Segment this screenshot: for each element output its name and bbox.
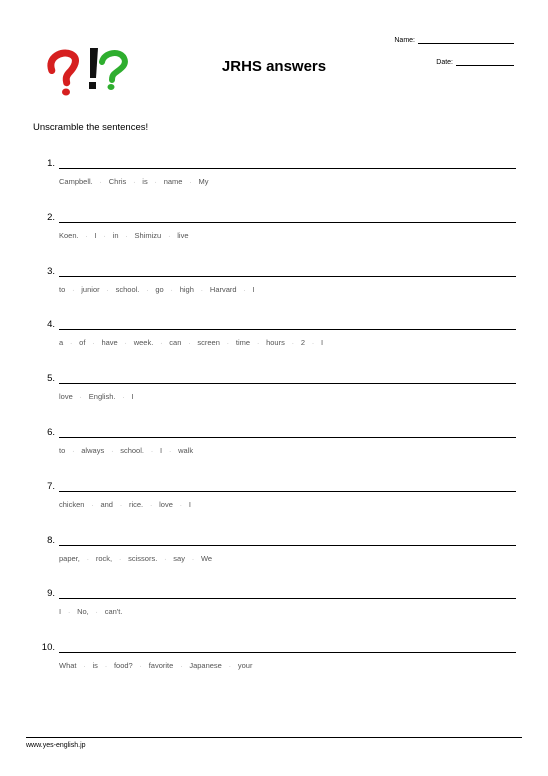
scrambled-word: love: [59, 392, 73, 402]
name-blank-line: [418, 43, 514, 44]
scrambled-word: walk: [178, 446, 194, 455]
scrambled-words: [59, 392, 134, 401]
question-item: [0, 212, 548, 252]
question-number: 9.: [47, 588, 55, 600]
question-item: [0, 427, 548, 467]
scrambled-word: always: [81, 446, 105, 455]
word-separator: ·: [179, 502, 182, 509]
question-number: 5.: [47, 373, 55, 385]
name-field[interactable]: [394, 37, 514, 44]
word-separator: ·: [103, 233, 106, 240]
word-separator: ·: [95, 610, 98, 617]
word-separator: ·: [169, 449, 172, 455]
scrambled-words: [59, 446, 193, 455]
word-separator: ·: [119, 502, 122, 509]
question-item: [0, 319, 548, 359]
word-separator: ·: [180, 664, 183, 671]
scrambled-word: I: [131, 392, 134, 402]
word-separator: ·: [79, 395, 82, 402]
scrambled-word: junior: [81, 284, 100, 294]
word-separator: ·: [154, 180, 157, 186]
scrambled-word: I: [94, 230, 97, 240]
word-separator: ·: [226, 341, 229, 348]
word-separator: ·: [191, 556, 194, 563]
question-item: [0, 158, 548, 198]
scrambled-word: What: [59, 661, 77, 671]
question-item: [0, 642, 548, 682]
question-number: 3.: [47, 265, 55, 277]
scrambled-word: paper,: [59, 553, 80, 563]
scrambled-word: We: [200, 553, 213, 563]
scrambled-word: live: [177, 230, 189, 240]
scrambled-word: is: [92, 661, 98, 671]
word-separator: ·: [83, 664, 86, 671]
scrambled-word: I: [159, 446, 163, 455]
word-separator: ·: [125, 233, 128, 240]
page-title: JRHS answers: [221, 58, 327, 75]
scrambled-word: school.: [120, 446, 144, 455]
word-separator: ·: [257, 341, 260, 348]
scrambled-word: Chris: [108, 177, 127, 186]
scrambled-word: your: [237, 661, 253, 671]
scrambled-word: scissors.: [128, 553, 158, 563]
scrambled-word: I: [252, 284, 255, 294]
scrambled-word: say: [173, 553, 185, 563]
answer-line[interactable]: [59, 437, 516, 438]
scrambled-word: favorite: [148, 661, 174, 671]
footer-url: www.yes-english.jp: [26, 742, 86, 749]
scrambled-word: hours: [266, 338, 285, 348]
word-separator: ·: [150, 502, 153, 509]
date-label: Date:: [436, 59, 453, 66]
scrambled-words: [59, 338, 323, 347]
scrambled-word: time: [235, 338, 251, 348]
word-separator: ·: [106, 287, 109, 294]
scrambled-word: and: [100, 499, 113, 509]
answer-line[interactable]: [59, 222, 516, 223]
answer-line[interactable]: [59, 491, 516, 492]
scrambled-word: No,: [77, 607, 89, 617]
question-item: [0, 266, 548, 306]
scrambled-words: [59, 661, 252, 670]
footer-divider: [26, 737, 522, 738]
scrambled-word: of: [79, 338, 86, 348]
scrambled-words: [59, 177, 208, 186]
scrambled-word: Campbell.: [59, 177, 93, 186]
word-separator: ·: [85, 233, 88, 240]
question-number: 2.: [47, 211, 55, 223]
question-item: [0, 373, 548, 413]
answer-line[interactable]: [59, 383, 516, 384]
question-item: [0, 588, 548, 628]
scrambled-word: to: [59, 446, 66, 455]
answer-line[interactable]: [59, 598, 516, 599]
word-separator: ·: [160, 341, 163, 348]
word-separator: ·: [200, 287, 203, 294]
word-separator: ·: [104, 664, 107, 671]
scrambled-word: 2: [300, 338, 306, 348]
scrambled-words: [59, 500, 191, 509]
scrambled-words: [59, 554, 212, 563]
answer-line[interactable]: [59, 652, 516, 653]
word-separator: ·: [164, 556, 167, 563]
name-label: Name:: [394, 37, 415, 44]
word-separator: ·: [70, 341, 73, 348]
word-separator: ·: [170, 287, 173, 294]
scrambled-word: screen: [197, 338, 220, 348]
word-separator: ·: [146, 287, 149, 294]
scrambled-words: [59, 607, 122, 616]
question-number: 10.: [41, 642, 55, 654]
scrambled-word: chicken: [59, 499, 85, 509]
word-separator: ·: [139, 664, 142, 671]
question-number: 7.: [47, 480, 55, 492]
scrambled-word: Koen.: [59, 230, 79, 240]
word-separator: ·: [243, 287, 246, 294]
answer-line[interactable]: [59, 545, 516, 546]
word-separator: ·: [111, 449, 114, 455]
word-separator: ·: [72, 287, 75, 294]
question-number: 1.: [47, 158, 55, 169]
scrambled-word: can: [169, 338, 182, 348]
scrambled-word: I: [188, 499, 191, 509]
answer-line[interactable]: [59, 168, 516, 169]
scrambled-word: Japanese: [189, 661, 222, 671]
scrambled-word: go: [155, 284, 164, 294]
word-separator: ·: [124, 341, 127, 348]
scrambled-word: school.: [115, 284, 140, 294]
scrambled-word: My: [198, 177, 209, 186]
word-separator: ·: [150, 449, 153, 455]
scrambled-word: food?: [113, 661, 133, 671]
scrambled-word: Harvard: [209, 284, 237, 294]
word-separator: ·: [312, 341, 315, 348]
word-separator: ·: [189, 180, 192, 186]
question-number: 8.: [47, 534, 55, 546]
answer-line[interactable]: [59, 329, 516, 330]
word-separator: ·: [119, 556, 122, 563]
scrambled-word: Shimizu: [134, 230, 162, 240]
question-item: [0, 481, 548, 521]
scrambled-word: can't.: [104, 607, 123, 617]
scrambled-word: is: [142, 177, 148, 186]
scrambled-word: to: [59, 284, 66, 294]
scrambled-word: week.: [133, 338, 154, 348]
instructions: Unscramble the sentences!: [33, 122, 149, 133]
scrambled-word: name: [163, 177, 183, 186]
word-separator: ·: [133, 180, 136, 186]
scrambled-word: high: [179, 284, 194, 294]
date-blank-line: [456, 65, 514, 66]
word-separator: ·: [68, 610, 71, 617]
scrambled-word: I: [59, 607, 62, 617]
scrambled-word: rice.: [128, 499, 144, 509]
word-separator: ·: [99, 180, 102, 186]
scrambled-words: [59, 231, 189, 240]
word-separator: ·: [168, 233, 171, 240]
scrambled-words: [59, 285, 255, 294]
question-number: 4.: [47, 319, 55, 331]
scrambled-word: English.: [88, 392, 116, 402]
scrambled-word: rock,: [95, 553, 113, 563]
word-separator: ·: [188, 341, 191, 348]
scrambled-word: love: [159, 499, 173, 509]
word-separator: ·: [92, 341, 95, 348]
word-separator: ·: [72, 449, 75, 455]
question-item: [0, 535, 548, 575]
answer-line[interactable]: [59, 276, 516, 277]
scrambled-word: have: [101, 338, 118, 348]
word-separator: ·: [228, 664, 231, 671]
date-field[interactable]: [436, 59, 514, 66]
word-separator: ·: [86, 556, 89, 563]
word-separator: ·: [91, 502, 94, 509]
word-separator: ·: [291, 341, 294, 348]
question-number: 6.: [47, 427, 55, 438]
scrambled-word: a: [59, 338, 64, 348]
word-separator: ·: [122, 395, 125, 402]
scrambled-word: I: [321, 338, 324, 348]
scrambled-word: in: [112, 230, 119, 240]
